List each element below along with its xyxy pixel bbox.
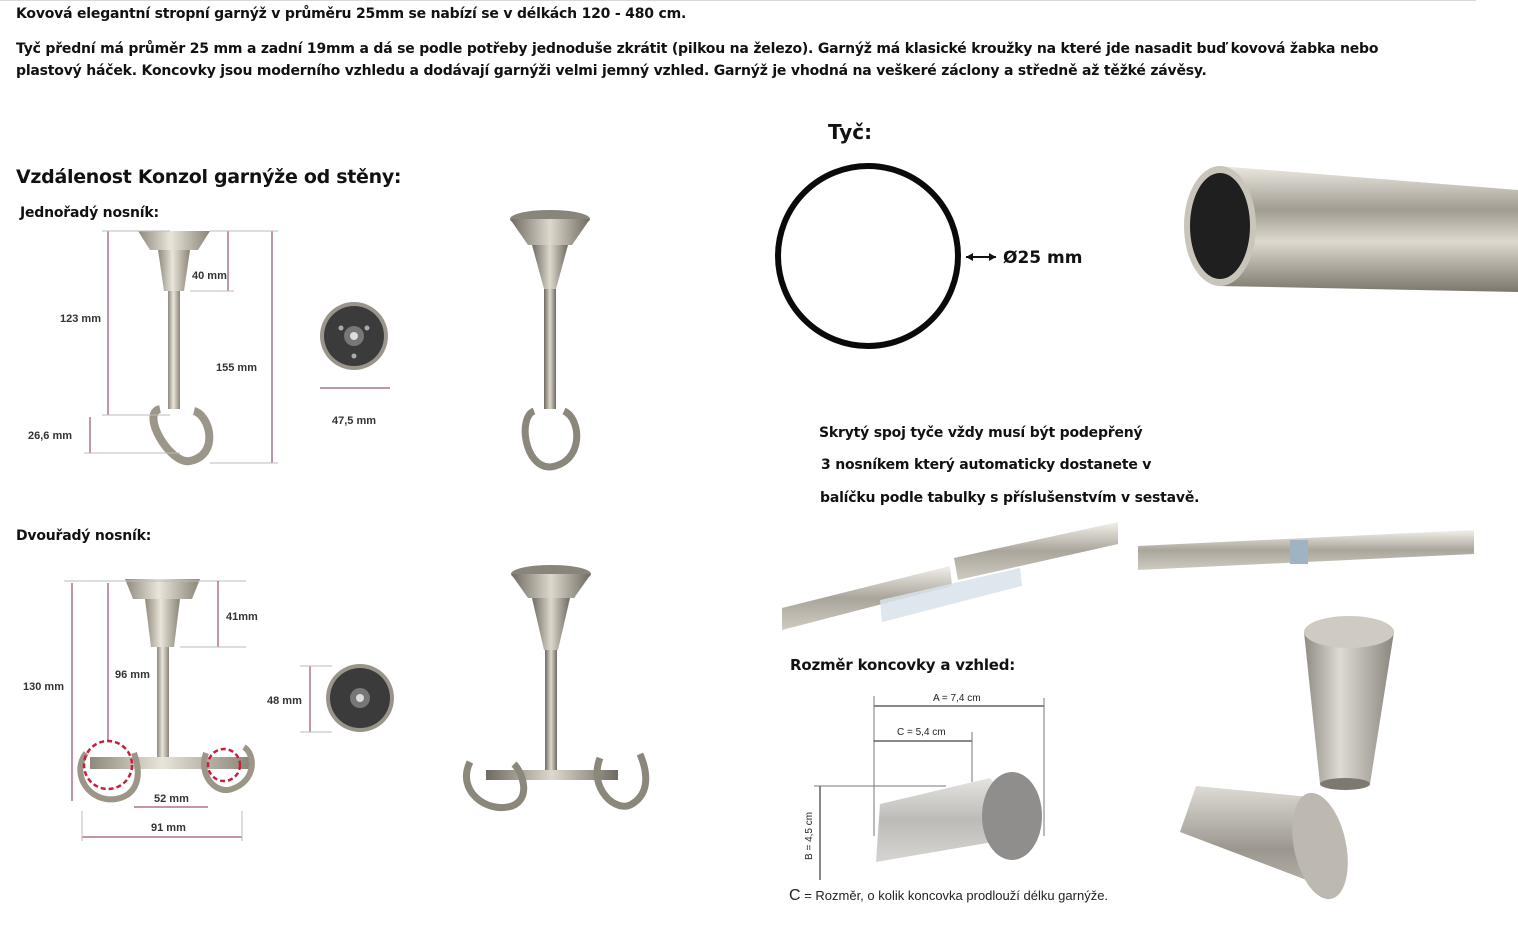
double-mount-plate — [262, 660, 402, 740]
dim-155: 155 mm — [216, 362, 257, 374]
rod-joint-photo-open — [782, 518, 1118, 638]
dim-91: 91 mm — [151, 822, 186, 834]
dim-266: 26,6 mm — [28, 430, 73, 442]
endcap-caption-text: = Rozměr, o kolik koncovka prodlouží délku garnýže. — [804, 888, 1109, 903]
dim-52: 52 mm — [154, 793, 189, 805]
single-bracket-photo — [500, 205, 600, 475]
dim-40: 40 mm — [192, 270, 227, 282]
dim-a: A = 7,4 cm — [933, 693, 981, 704]
dim-475: 47,5 mm — [332, 415, 377, 427]
joint-note-3: balíčku podle tabulky s příslušenstvím v sestavě. — [820, 490, 1200, 506]
stem-shape — [168, 291, 180, 409]
intro-line-1: Kovová elegantní stropní garnýž v průměru 25mm se nabízí se v délkách 120 - 480 cm. — [16, 6, 687, 22]
double-bracket-photo — [456, 558, 656, 818]
dim-123: 123 mm — [60, 313, 101, 325]
dim-96: 96 mm — [115, 669, 150, 681]
endcap-caption — [789, 887, 1108, 905]
rod-photo — [1178, 160, 1518, 300]
rod-joint-photo-closed — [1138, 526, 1474, 582]
brackets-heading: Vzdálenost Konzol garnýže od stěny: — [16, 166, 402, 188]
endcap-heading: Rozměr koncovky a vzhled: — [790, 656, 1016, 674]
dim-b: B = 4,5 cm — [804, 811, 815, 860]
dim-48: 48 mm — [267, 695, 302, 707]
single-bracket-diagram — [20, 225, 290, 475]
rod-cross-section — [770, 158, 1100, 358]
endcap-caption-letter: C — [789, 887, 801, 904]
double-bracket-label: Dvouřadý nosník: — [16, 528, 152, 544]
top-divider — [0, 0, 1476, 1]
rod-circle — [778, 166, 958, 346]
endcap-photos — [1170, 610, 1510, 906]
intro-paragraph: Tyč přední má průměr 25 mm a zadní 19mm a dá se podle potřeby jednoduše zkrátit (pilkou na železo). Garnýž má klasické kroužky na které jde nasadit buď kovová žabka nebo plastový háček. Koncovky jsou moderního vzhledu a dodávají garnýži velmi jemný vzhled. Garnýž je vhodná na veškeré záclony a středně až těžké závěsy. — [16, 41, 1379, 79]
joint-note-2: 3 nosníkem který automaticky dostanete v — [821, 457, 1152, 473]
dim-41: 41mm — [226, 611, 258, 623]
dim-130: 130 mm — [23, 681, 64, 693]
cone-shape — [158, 250, 190, 291]
rod-diameter: Ø25 mm — [1003, 248, 1083, 268]
single-bracket-label: Jednořadý nosník: — [20, 205, 159, 221]
dim-c: C = 5,4 cm — [897, 727, 946, 738]
cap-shape — [138, 231, 210, 250]
endcap-dimension-diagram — [790, 686, 1060, 886]
rod-heading: Tyč: — [828, 120, 873, 144]
single-mount-plate — [312, 298, 402, 428]
joint-note-1: Skrytý spoj tyče vždy musí být podepřený — [819, 425, 1143, 441]
